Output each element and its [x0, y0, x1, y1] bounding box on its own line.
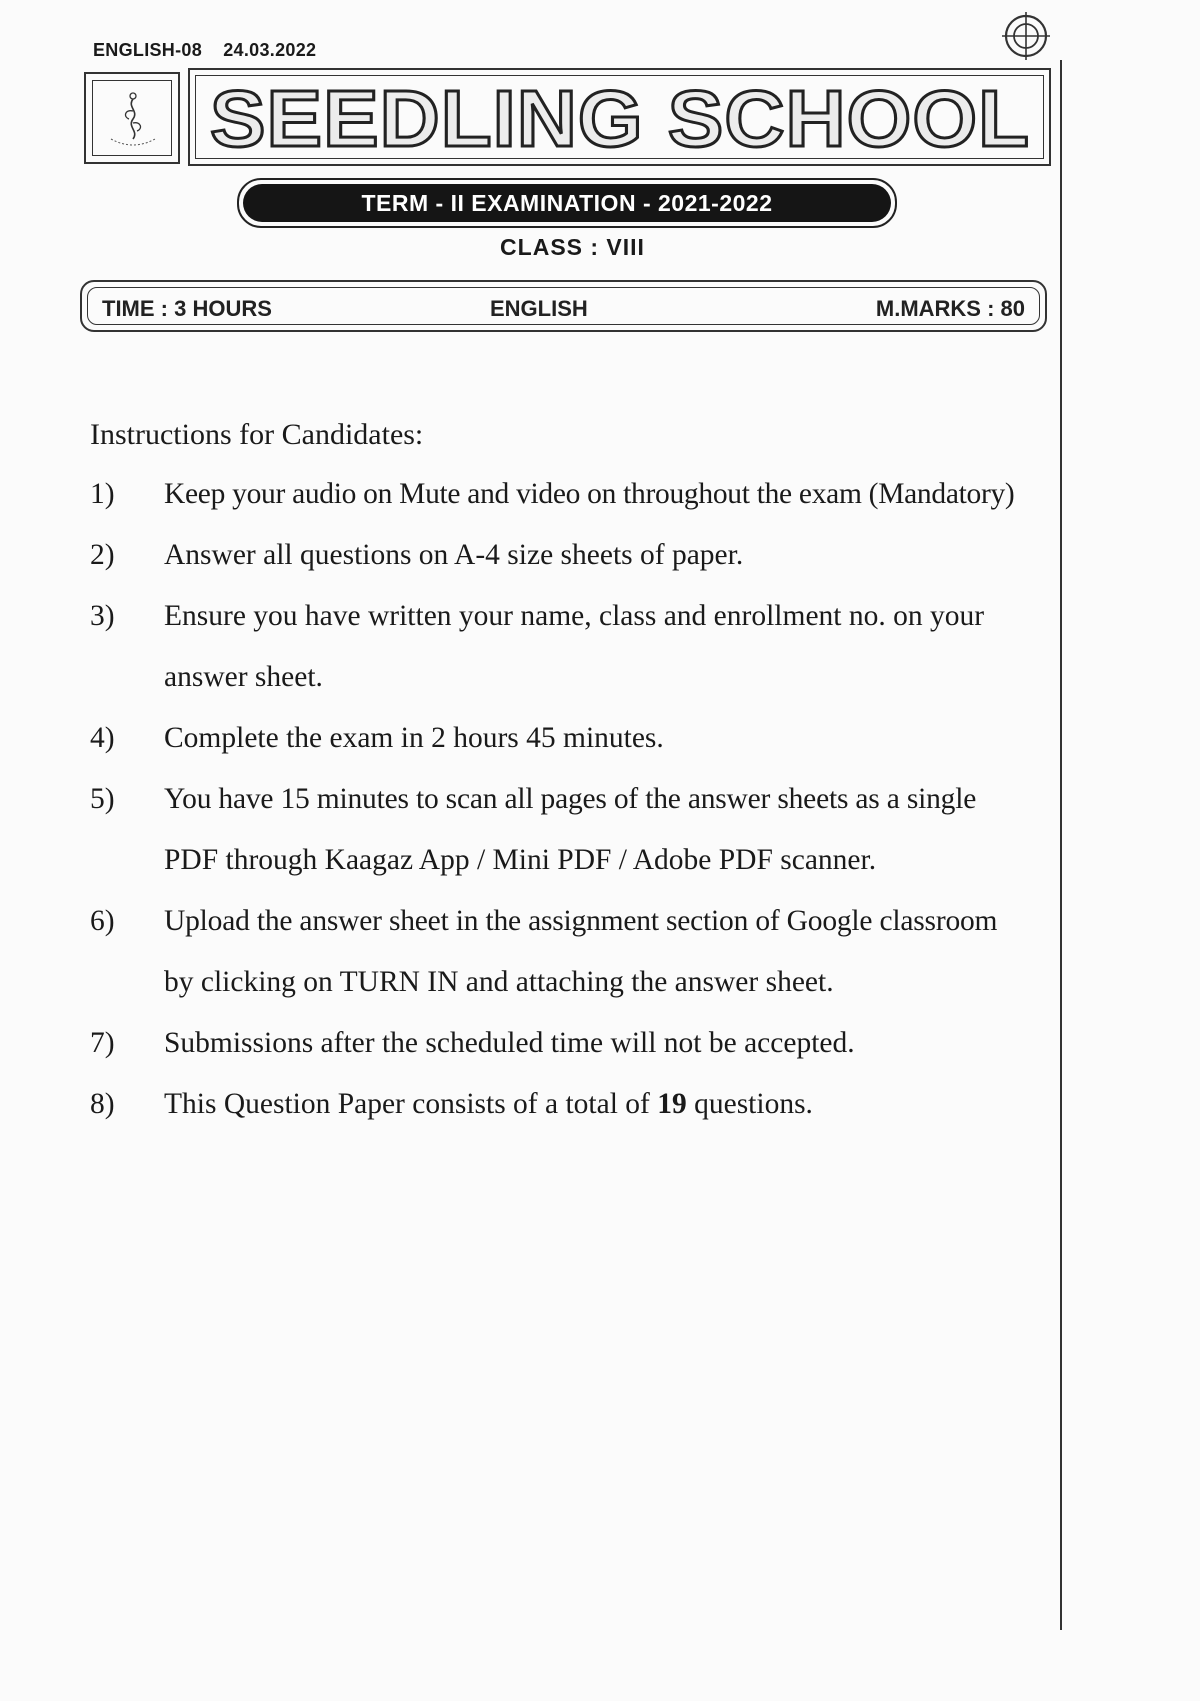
paper-code: ENGLISH-08 — [93, 40, 203, 60]
page-edge-rule — [1060, 60, 1062, 1630]
exam-info-bar — [80, 280, 1047, 332]
paper-code-date — [93, 40, 316, 61]
exam-subject: ENGLISH — [490, 296, 588, 321]
school-logo-icon — [93, 81, 173, 157]
school-name-banner — [188, 68, 1051, 166]
exam-date: 24.03.2022 — [223, 40, 317, 60]
max-marks: M.MARKS : 80 — [875, 296, 1025, 321]
exam-title-pill — [237, 178, 897, 228]
school-logo-frame — [84, 72, 180, 164]
exam-time: TIME : 3 HOURS — [102, 296, 272, 321]
instructions-heading: Instructions for Candidates: — [90, 418, 424, 451]
question-count: 19 — [657, 1088, 687, 1120]
school-name: SEEDLING SCHOOL — [210, 76, 1030, 160]
class-label: CLASS : VIII — [500, 234, 645, 260]
registration-mark-icon — [1000, 10, 1052, 62]
exam-title: TERM - II EXAMINATION - 2021-2022 — [243, 184, 891, 222]
